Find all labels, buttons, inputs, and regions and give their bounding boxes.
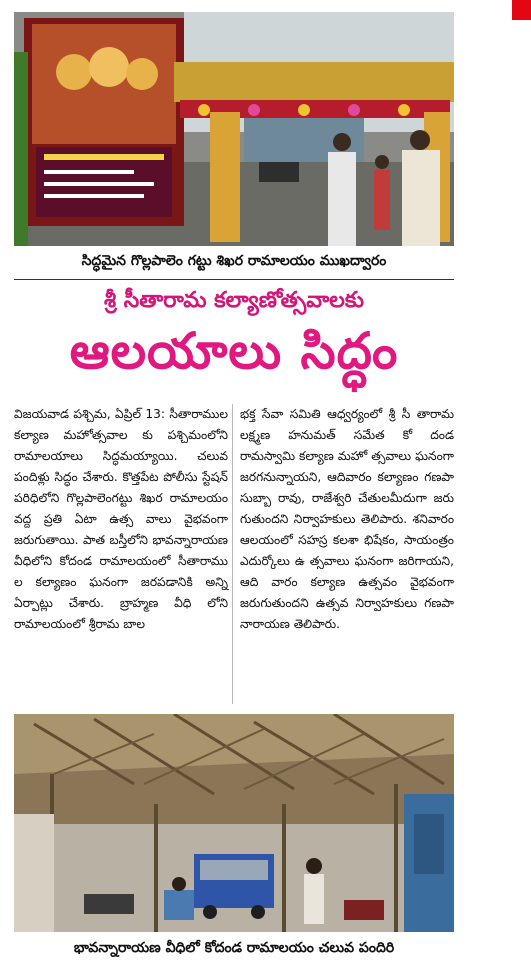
bottom-photo-caption: భావన్నారాయణ వీధిలో కోదండ రామాలయం చలువ పందిరి	[73, 940, 395, 956]
top-photo	[14, 12, 454, 246]
accent-mark	[512, 0, 531, 20]
pandal-street-image	[14, 714, 454, 932]
top-photo-caption: సిద్ధమైన గొల్లపాలెం గట్టు శిఖర రామాలయం ముఖద్వారం	[81, 253, 387, 269]
article-headline: ఆలయాలు సిద్ధం	[69, 322, 399, 380]
article-kicker: శ్రీ సీతారామ కల్యాణోత్సవాలకు	[104, 288, 364, 313]
column-divider	[232, 404, 233, 704]
article-body-left: విజయవాడ పశ్చిమ, ఏప్రిల్ 13: సీతారాముల కల్యాణ మహోత్సవాల కు పశ్చిమంలోని రామాలయాలు సిద్ధమయ్యాయి. చలువ పందిళ్లు సిద్ధం చేశారు. కొత్తపేట పోలీసు స్టేషన్ పరిధిలోని గొల్లపాలెంగట్టు శిఖర రామాలయం వద్ద ప్రతి ఏటా ఉత్స వాలు వైభవంగా జరుగుతాయి. పాత బస్తీలోని భావన్నారాయణ వీధిలోని కోదండ రామాలయంలో సీతారాము ల కల్యాణం ఘనంగా జరపడానికి అన్ని ఏర్పాట్లు చేశారు. బ్రాహ్మణ వీధి లోని రామాలయంలో శ్రీరామ బాల	[14, 407, 228, 631]
bottom-photo	[14, 714, 454, 932]
caption-divider	[14, 279, 454, 280]
article-body-right: భక్త సేవా సమితి ఆధ్వర్యంలో శ్రీ సీ తారామ లక్ష్మణ హనుమత్ సమేత కో దండ రామస్వామి కల్యాణ మహో త్సవాలు ఘనంగా జరగనున్నాయని, ఆదివారం కల్యాణం గణపా సుబ్బా రావు, రాజేశ్వరి చేతులమీదుగా జరు గుతుందని నిర్వాహకులు తెలిపారు. శనివారం ఆలయంలో సహస్ర కలశా భిషేకం, సాయంత్రం ఎదుర్కోలు ఉ త్సవాలు ఘనంగా జరిగాయని, ఆది వారం కల్యాణ ఉత్సవం వైభవంగా జరుగుతుందని ఉత్సవ నిర్వాహకులు గణపా నారాయణ తెలిపారు.	[240, 407, 454, 631]
temple-gateway-image	[14, 12, 454, 246]
